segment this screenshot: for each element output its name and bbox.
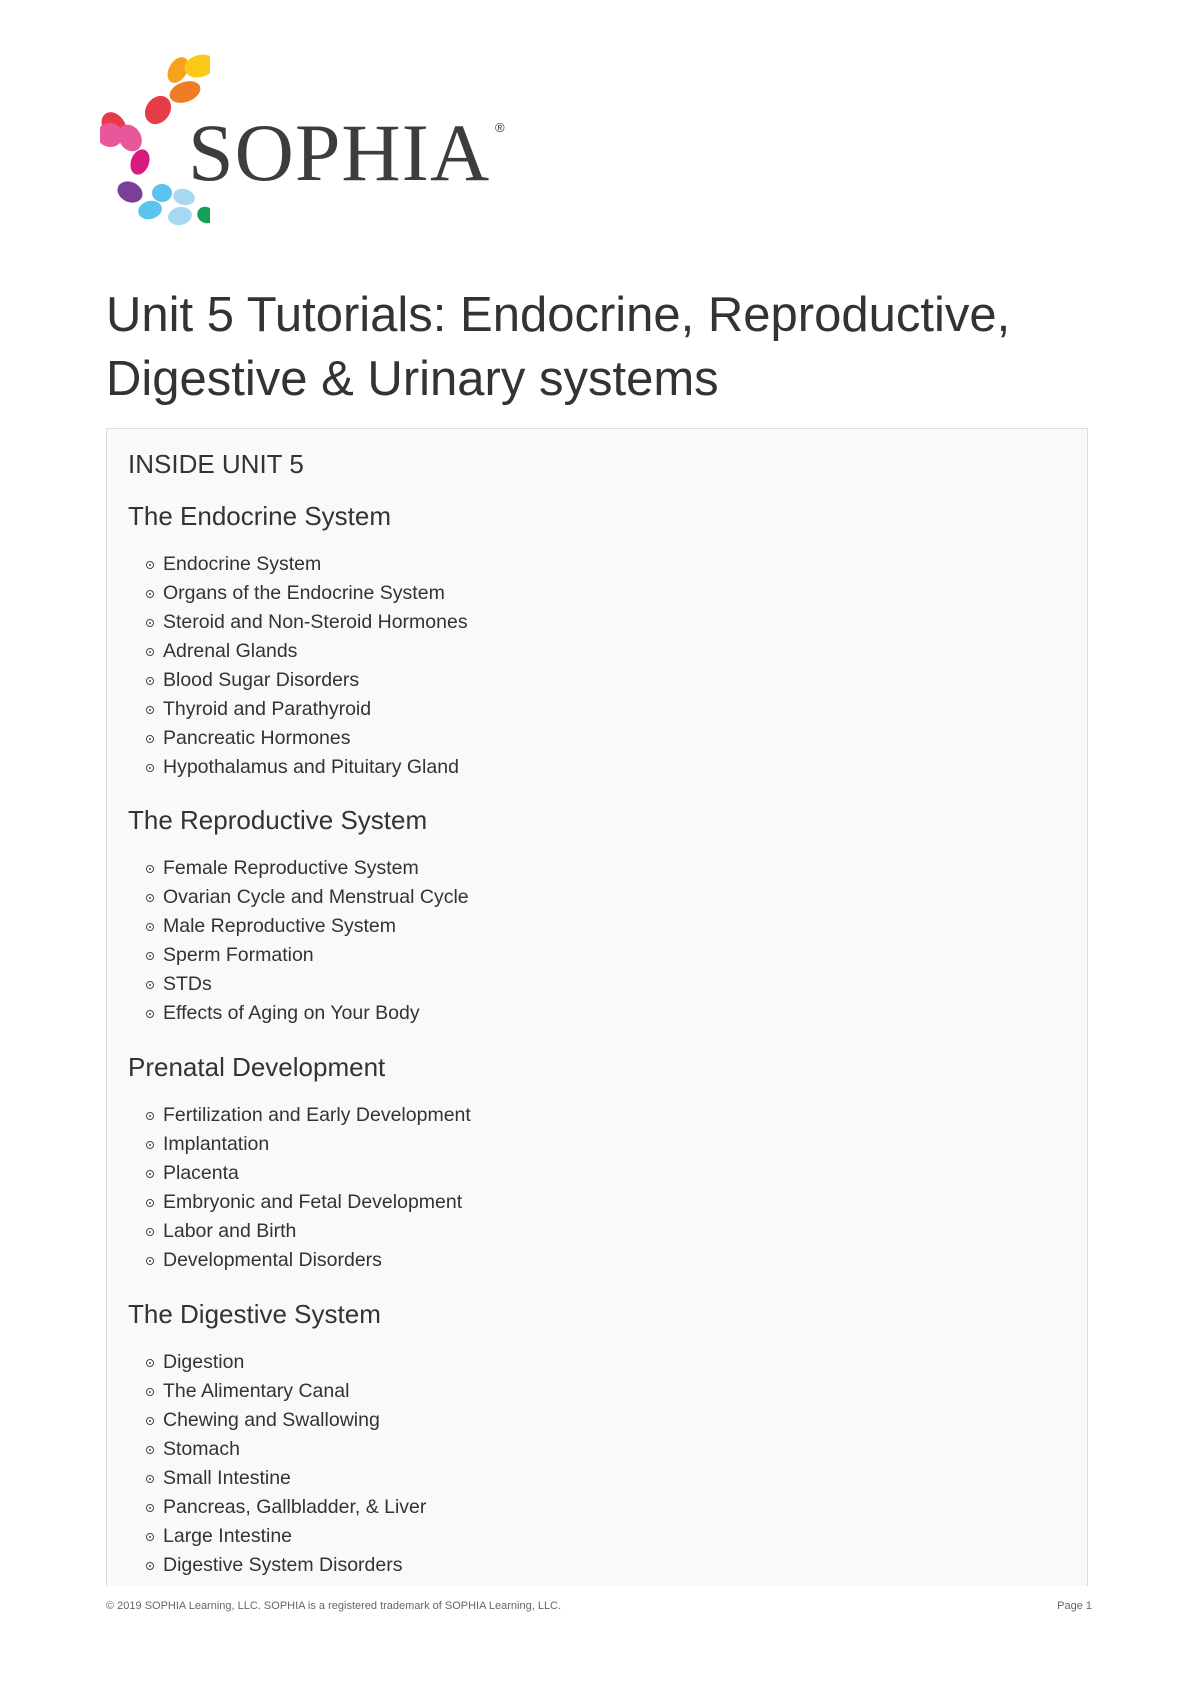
topic-list: [128, 854, 469, 1028]
logo-leaf: [114, 177, 146, 206]
bullet-icon: [146, 1475, 154, 1483]
bullet-icon: [146, 1417, 154, 1425]
logo-leaf: [152, 184, 172, 202]
bullet-icon: [146, 1112, 154, 1120]
list-item[interactable]: Ovarian Cycle and Menstrual Cycle: [128, 883, 469, 912]
bullet-icon: [146, 1446, 154, 1454]
list-item[interactable]: Embryonic and Fetal Development: [128, 1188, 471, 1217]
list-item[interactable]: Female Reproductive System: [128, 854, 469, 883]
list-item[interactable]: Male Reproductive System: [128, 912, 469, 941]
page-title: [106, 283, 1106, 411]
bullet-icon: [146, 1359, 154, 1367]
list-item[interactable]: Large Intestine: [128, 1522, 426, 1551]
list-item[interactable]: Small Intestine: [128, 1464, 426, 1493]
section-prenatal: [128, 1052, 471, 1275]
bullet-icon: [146, 677, 154, 685]
bullet-icon: [146, 1504, 154, 1512]
bullet-icon: [146, 1533, 154, 1541]
logo-leaf: [167, 205, 194, 227]
bullet-icon: [146, 1199, 154, 1207]
list-item[interactable]: Stomach: [128, 1435, 426, 1464]
bullet-icon: [146, 706, 154, 714]
inside-unit-panel: [106, 428, 1088, 1586]
bullet-icon: [146, 1141, 154, 1149]
logo-leaf: [182, 51, 210, 81]
bullet-icon: [146, 561, 154, 569]
list-item[interactable]: Digestion: [128, 1348, 426, 1377]
list-item[interactable]: Developmental Disorders: [128, 1246, 471, 1275]
bullet-icon: [146, 619, 154, 627]
section-reproductive: [128, 805, 469, 1028]
bullet-icon: [146, 1010, 154, 1018]
list-item[interactable]: Labor and Birth: [128, 1217, 471, 1246]
list-item[interactable]: Steroid and Non-Steroid Hormones: [128, 608, 468, 637]
logo-leaf: [194, 204, 210, 227]
list-item[interactable]: Placenta: [128, 1159, 471, 1188]
title-line-1: Unit 5 Tutorials: Endocrine, Reproductive,: [106, 288, 1011, 342]
section-digestive: [128, 1299, 426, 1580]
inside-unit-heading: INSIDE UNIT 5: [128, 449, 304, 479]
bullet-icon: [146, 923, 154, 931]
topic-list: [128, 1101, 471, 1275]
bullet-icon: [146, 1257, 154, 1265]
footer-copyright: © 2019 SOPHIA Learning, LLC. SOPHIA is a registered trademark of SOPHIA Learning, LLC.: [106, 1600, 562, 1612]
list-item[interactable]: Blood Sugar Disorders: [128, 666, 468, 695]
list-item[interactable]: The Alimentary Canal: [128, 1377, 426, 1406]
list-item[interactable]: Fertilization and Early Development: [128, 1101, 471, 1130]
list-item[interactable]: Sperm Formation: [128, 941, 469, 970]
bullet-icon: [146, 764, 154, 772]
bullet-icon: [146, 648, 154, 656]
section-title: The Digestive System: [128, 1299, 381, 1329]
section-title: The Reproductive System: [128, 805, 428, 835]
bullet-icon: [146, 1562, 154, 1570]
bullet-icon: [146, 952, 154, 960]
list-item[interactable]: Chewing and Swallowing: [128, 1406, 426, 1435]
topic-list: [128, 1348, 426, 1580]
section-title: The Endocrine System: [128, 501, 392, 531]
section-endocrine: [128, 501, 468, 782]
logo-leaf: [127, 147, 153, 178]
list-item[interactable]: Pancreatic Hormones: [128, 724, 468, 753]
list-item[interactable]: Organs of the Endocrine System: [128, 579, 468, 608]
bullet-icon: [146, 865, 154, 873]
section-title: Prenatal Development: [128, 1052, 386, 1082]
bullet-icon: [146, 1228, 154, 1236]
registered-mark: ®: [495, 120, 505, 135]
bullet-icon: [146, 894, 154, 902]
list-item[interactable]: Hypothalamus and Pituitary Gland: [128, 753, 468, 782]
topic-list: [128, 550, 468, 782]
list-item[interactable]: Digestive System Disorders: [128, 1551, 426, 1580]
footer-page-number: Page 1: [1057, 1600, 1092, 1612]
bullet-icon: [146, 1388, 154, 1396]
logo-wordmark: SOPHIA: [188, 107, 491, 198]
list-item[interactable]: Thyroid and Parathyroid: [128, 695, 468, 724]
sophia-logo: [100, 50, 520, 250]
bullet-icon: [146, 1170, 154, 1178]
list-item[interactable]: STDs: [128, 970, 469, 999]
bullet-icon: [146, 981, 154, 989]
list-item[interactable]: Effects of Aging on Your Body: [128, 999, 469, 1028]
bullet-icon: [146, 735, 154, 743]
list-item[interactable]: Endocrine System: [128, 550, 468, 579]
list-item[interactable]: Implantation: [128, 1130, 471, 1159]
title-line-2: Digestive & Urinary systems: [106, 352, 719, 406]
list-item[interactable]: Adrenal Glands: [128, 637, 468, 666]
bullet-icon: [146, 590, 154, 598]
list-item[interactable]: Pancreas, Gallbladder, & Liver: [128, 1493, 426, 1522]
